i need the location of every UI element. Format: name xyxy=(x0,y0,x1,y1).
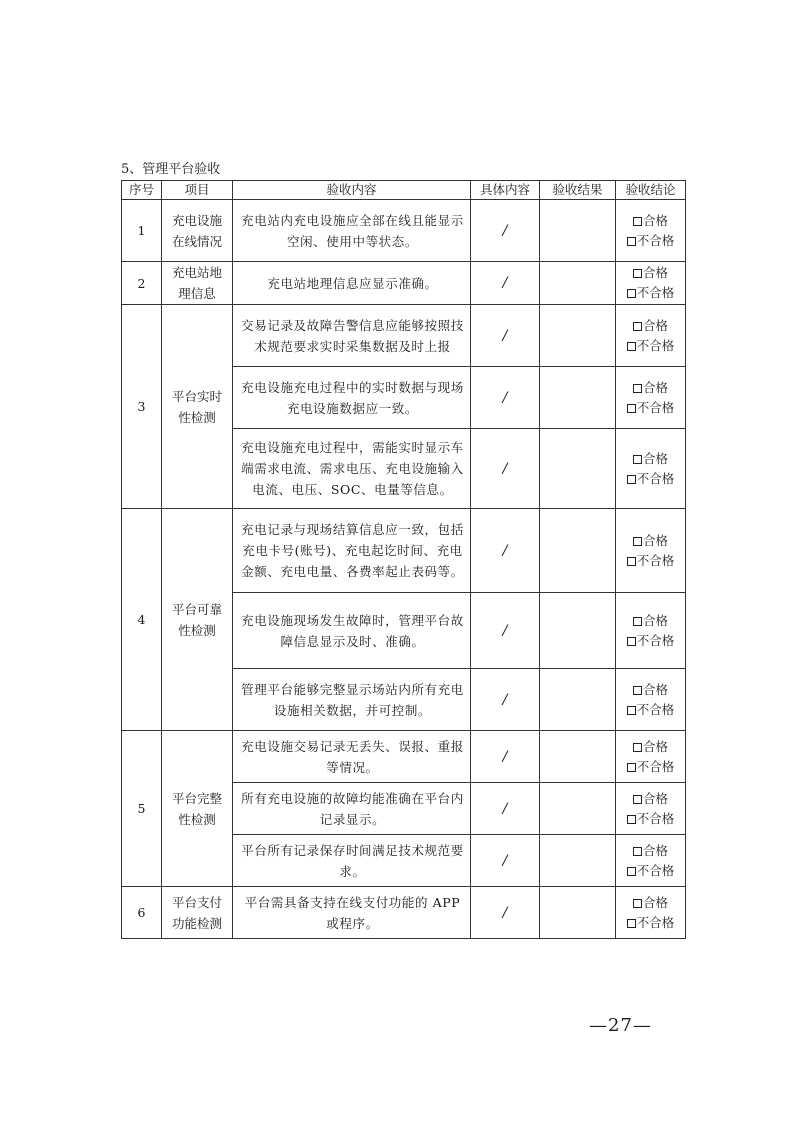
page-number: —27— xyxy=(589,1015,652,1036)
fail-label: 不合格 xyxy=(636,470,675,486)
row-conclusion xyxy=(616,783,686,835)
row-seq: 1 xyxy=(122,200,162,262)
row-conclusion xyxy=(616,262,686,305)
fail-checkbox[interactable] xyxy=(627,706,636,715)
pass-label: 合格 xyxy=(642,532,668,548)
row-project: 充电站地理信息 xyxy=(162,262,233,305)
header-result: 验收结果 xyxy=(540,181,616,200)
row-result[interactable] xyxy=(540,835,616,887)
fail-checkbox[interactable] xyxy=(627,637,636,646)
fail-checkbox[interactable] xyxy=(627,815,636,824)
row-result[interactable] xyxy=(540,305,616,367)
row-seq: 5 xyxy=(122,731,162,887)
row-detail: / xyxy=(471,262,540,305)
pass-checkbox[interactable] xyxy=(633,795,642,804)
row-content: 充电设施充电过程中的实时数据与现场充电设施数据应一致。 xyxy=(233,367,471,429)
fail-label: 不合格 xyxy=(636,399,675,415)
row-project: 平台完整性检测 xyxy=(162,731,233,887)
conclusion-option-fail xyxy=(616,757,685,777)
conclusion-option-pass xyxy=(616,737,685,757)
pass-checkbox[interactable] xyxy=(633,269,642,278)
row-result[interactable] xyxy=(540,200,616,262)
pass-label: 合格 xyxy=(642,842,668,858)
fail-label: 不合格 xyxy=(636,552,675,568)
fail-checkbox[interactable] xyxy=(627,289,636,298)
conclusion-option-pass xyxy=(616,449,685,469)
pass-label: 合格 xyxy=(642,379,668,395)
conclusion-option-fail xyxy=(616,809,685,829)
pass-checkbox[interactable] xyxy=(633,686,642,695)
pass-label: 合格 xyxy=(642,790,668,806)
row-detail: / xyxy=(471,835,540,887)
conclusion-option-pass xyxy=(616,211,685,231)
row-detail: / xyxy=(471,509,540,593)
row-result[interactable] xyxy=(540,593,616,669)
pass-label: 合格 xyxy=(642,612,668,628)
row-result[interactable] xyxy=(540,887,616,939)
pass-checkbox[interactable] xyxy=(633,322,642,331)
conclusion-option-pass xyxy=(616,789,685,809)
conclusion-option-fail xyxy=(616,283,685,303)
fail-checkbox[interactable] xyxy=(627,237,636,246)
row-result[interactable] xyxy=(540,367,616,429)
row-conclusion xyxy=(616,669,686,731)
fail-checkbox[interactable] xyxy=(627,404,636,413)
row-conclusion xyxy=(616,835,686,887)
row-content: 平台需具备支持在线支付功能的 APP 或程序。 xyxy=(233,887,471,939)
row-content: 充电站地理信息应显示准确。 xyxy=(233,262,471,305)
row-seq: 2 xyxy=(122,262,162,305)
pass-checkbox[interactable] xyxy=(633,743,642,752)
row-detail: / xyxy=(471,305,540,367)
fail-checkbox[interactable] xyxy=(627,867,636,876)
table-row xyxy=(122,200,686,262)
row-content: 平台所有记录保存时间满足技术规范要求。 xyxy=(233,835,471,887)
fail-checkbox[interactable] xyxy=(627,919,636,928)
row-project: 平台可靠性检测 xyxy=(162,509,233,731)
fail-label: 不合格 xyxy=(636,337,675,353)
pass-checkbox[interactable] xyxy=(633,847,642,856)
row-seq: 4 xyxy=(122,509,162,731)
table-row xyxy=(122,509,686,593)
conclusion-option-pass xyxy=(616,316,685,336)
row-detail: / xyxy=(471,731,540,783)
row-detail: / xyxy=(471,887,540,939)
conclusion-option-fail xyxy=(616,398,685,418)
row-seq: 3 xyxy=(122,305,162,509)
row-content: 所有充电设施的故障均能准确在平台内记录显示。 xyxy=(233,783,471,835)
row-content: 充电设施充电过程中，需能实时显示车端需求电流、需求电压、充电设施输入电流、电压、SOC、电量等信息。 xyxy=(233,429,471,509)
conclusion-option-fail xyxy=(616,700,685,720)
conclusion-option-pass xyxy=(616,611,685,631)
header-content: 验收内容 xyxy=(233,181,471,200)
conclusion-option-fail xyxy=(616,913,685,933)
conclusion-option-fail xyxy=(616,336,685,356)
conclusion-option-fail xyxy=(616,551,685,571)
row-result[interactable] xyxy=(540,262,616,305)
row-conclusion xyxy=(616,731,686,783)
fail-label: 不合格 xyxy=(636,285,675,300)
fail-label: 不合格 xyxy=(636,810,675,826)
conclusion-option-pass xyxy=(616,680,685,700)
table-row xyxy=(122,305,686,367)
fail-label: 不合格 xyxy=(636,232,675,248)
header-conclusion: 验收结论 xyxy=(616,181,686,200)
row-content: 充电设施交易记录无丢失、误报、重报等情况。 xyxy=(233,731,471,783)
row-project: 充电设施在线情况 xyxy=(162,200,233,262)
row-conclusion xyxy=(616,887,686,939)
header-detail: 具体内容 xyxy=(471,181,540,200)
pass-checkbox[interactable] xyxy=(633,899,642,908)
fail-checkbox[interactable] xyxy=(627,342,636,351)
row-detail: / xyxy=(471,367,540,429)
conclusion-option-pass xyxy=(616,263,685,283)
row-project: 平台支付功能检测 xyxy=(162,887,233,939)
row-conclusion xyxy=(616,200,686,262)
row-result[interactable] xyxy=(540,429,616,509)
row-result[interactable] xyxy=(540,509,616,593)
conclusion-option-pass xyxy=(616,531,685,551)
table-row xyxy=(122,731,686,783)
row-seq: 6 xyxy=(122,887,162,939)
fail-label: 不合格 xyxy=(636,632,675,648)
fail-checkbox[interactable] xyxy=(627,763,636,772)
row-conclusion xyxy=(616,367,686,429)
fail-label: 不合格 xyxy=(636,862,675,878)
conclusion-option-fail xyxy=(616,631,685,651)
pass-label: 合格 xyxy=(642,681,668,697)
pass-checkbox[interactable] xyxy=(633,455,642,464)
pass-label: 合格 xyxy=(642,212,668,228)
table-header-row xyxy=(122,181,686,200)
pass-checkbox[interactable] xyxy=(633,384,642,393)
row-detail: / xyxy=(471,593,540,669)
section-title: 5、管理平台验收 xyxy=(121,162,221,177)
acceptance-table xyxy=(121,180,686,939)
fail-checkbox[interactable] xyxy=(627,475,636,484)
row-result[interactable] xyxy=(540,731,616,783)
pass-label: 合格 xyxy=(642,317,668,333)
conclusion-option-pass xyxy=(616,378,685,398)
row-conclusion xyxy=(616,305,686,367)
conclusion-option-pass xyxy=(616,893,685,913)
pass-label: 合格 xyxy=(642,450,668,466)
conclusion-option-fail xyxy=(616,469,685,489)
header-project: 项目 xyxy=(162,181,233,200)
fail-label: 不合格 xyxy=(636,701,675,717)
row-detail: / xyxy=(471,429,540,509)
conclusion-option-pass xyxy=(616,841,685,861)
fail-label: 不合格 xyxy=(636,914,675,930)
pass-label: 合格 xyxy=(642,265,668,280)
conclusion-option-fail xyxy=(616,231,685,251)
pass-checkbox[interactable] xyxy=(633,537,642,546)
row-project: 平台实时性检测 xyxy=(162,305,233,509)
pass-label: 合格 xyxy=(642,738,668,754)
table-row xyxy=(122,887,686,939)
row-conclusion xyxy=(616,593,686,669)
row-detail: / xyxy=(471,200,540,262)
fail-checkbox[interactable] xyxy=(627,557,636,566)
row-conclusion xyxy=(616,429,686,509)
conclusion-option-fail xyxy=(616,861,685,881)
row-result[interactable] xyxy=(540,669,616,731)
pass-label: 合格 xyxy=(642,894,668,910)
row-conclusion xyxy=(616,509,686,593)
row-content: 交易记录及故障告警信息应能够按照技术规范要求实时采集数据及时上报 xyxy=(233,305,471,367)
row-detail: / xyxy=(471,783,540,835)
table-row xyxy=(122,262,686,305)
row-result[interactable] xyxy=(540,783,616,835)
pass-checkbox[interactable] xyxy=(633,217,642,226)
row-content: 充电设施现场发生故障时，管理平台故障信息显示及时、准确。 xyxy=(233,593,471,669)
pass-checkbox[interactable] xyxy=(633,617,642,626)
header-seq: 序号 xyxy=(122,181,162,200)
row-detail: / xyxy=(471,669,540,731)
row-content: 充电站内充电设施应全部在线且能显示空闲、使用中等状态。 xyxy=(233,200,471,262)
row-content: 充电记录与现场结算信息应一致，包括充电卡号(账号)、充电起讫时间、充电金额、充电电量、各费率起止表码等。 xyxy=(233,509,471,593)
row-content: 管理平台能够完整显示场站内所有充电设施相关数据，并可控制。 xyxy=(233,669,471,731)
fail-label: 不合格 xyxy=(636,758,675,774)
